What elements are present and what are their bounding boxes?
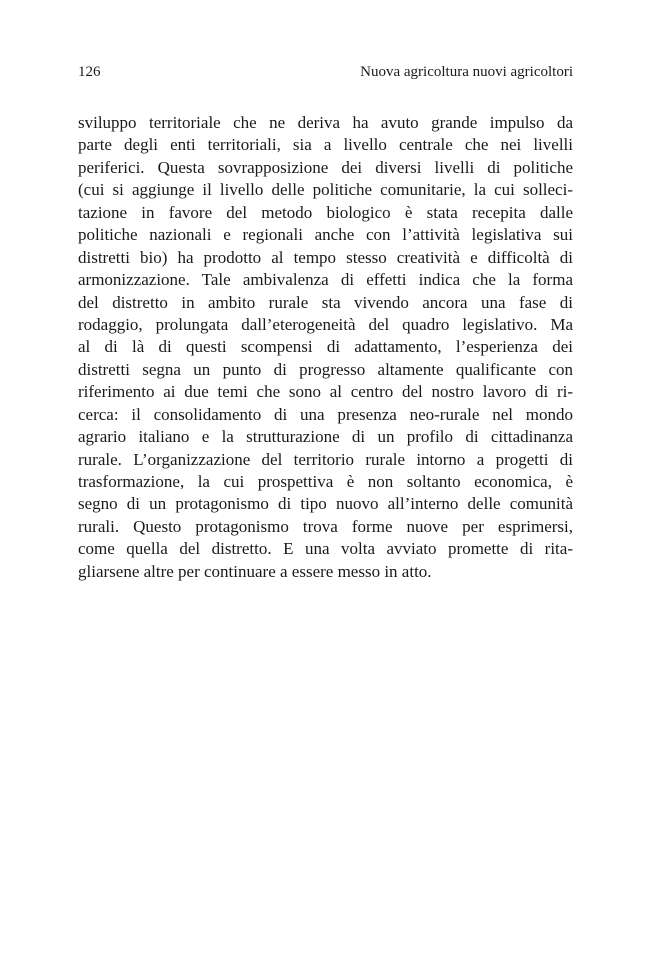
text-line: riferimento ai due temi che sono al centro del nostro lavoro di ri-	[78, 382, 573, 402]
text-line: cerca: il consolidamento di una presenza neo-rurale nel mondo	[78, 404, 573, 424]
text-line: distretti segna un punto di progresso altamente qualificante con	[78, 359, 573, 379]
text-line: al di là di questi scompensi di adattamento, l’esperienza dei	[78, 337, 573, 357]
text-line: parte degli enti territoriali, sia a livello centrale che nei livelli	[78, 135, 573, 155]
text-line: del distretto in ambito rurale sta vivendo ancora una fase di	[78, 292, 573, 312]
page-number: 126	[78, 64, 101, 80]
text-line: armonizzazione. Tale ambivalenza di effetti indica che la forma	[78, 270, 573, 290]
text-line: (cui si aggiunge il livello delle politiche comunitarie, la cui solleci-	[78, 180, 573, 200]
text-line: segno di un protagonismo di tipo nuovo all’interno delle comunità	[78, 494, 573, 514]
body-paragraph	[78, 112, 573, 583]
running-head	[78, 62, 573, 82]
text-line: periferici. Questa sovrapposizione dei diversi livelli di politiche	[78, 157, 573, 177]
text-line: rurali. Questo protagonismo trova forme nuove per esprimersi,	[78, 516, 573, 536]
text-line: gliarsene altre per continuare a essere messo in atto.	[78, 561, 432, 581]
text-line: tazione in favore del metodo biologico è stata recepita dalle	[78, 202, 573, 222]
text-line: agrario italiano e la strutturazione di un profilo di cittadinanza	[78, 427, 573, 447]
text-line: distretti bio) ha prodotto al tempo stesso creatività e difficoltà di	[78, 247, 573, 267]
text-line: rodaggio, prolungata dall’eterogeneità del quadro legislativo. Ma	[78, 314, 573, 334]
text-line: sviluppo territoriale che ne deriva ha avuto grande impulso da	[78, 113, 573, 132]
text-line: rurale. L’organizzazione del territorio rurale intorno a progetti di	[78, 449, 573, 469]
book-page	[78, 62, 573, 583]
text-line: trasformazione, la cui prospettiva è non soltanto economica, è	[78, 472, 573, 491]
text-line: come quella del distretto. E una volta avviato promette di rita-	[78, 539, 573, 559]
running-title: Nuova agricoltura nuovi agricoltori	[360, 64, 573, 80]
text-line: politiche nazionali e regionali anche con l’attività legislativa sui	[78, 225, 573, 245]
